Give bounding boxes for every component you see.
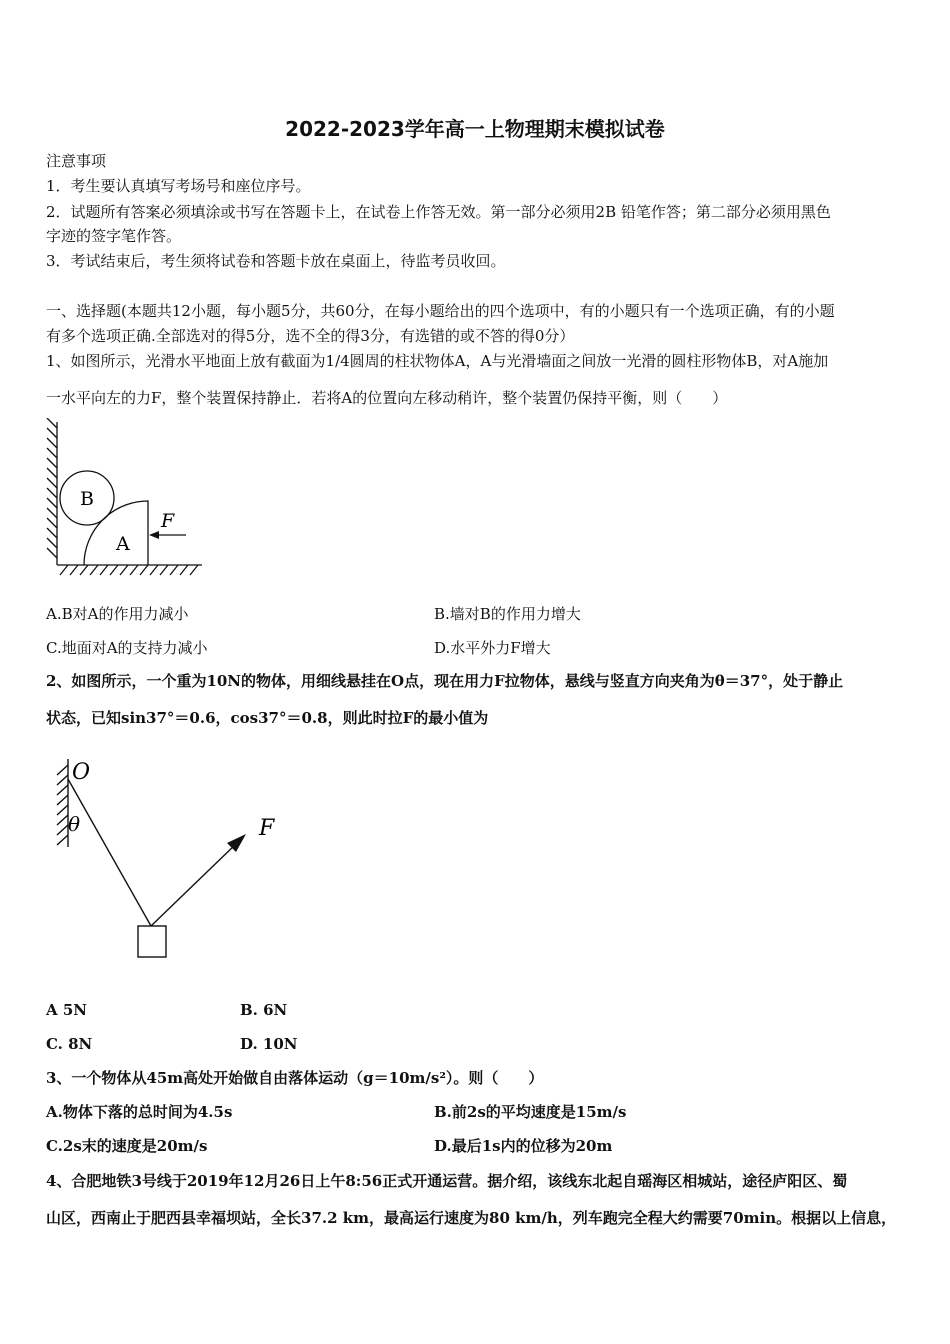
label-f: F bbox=[259, 816, 275, 841]
question-1-text: 一水平向左的力F，整个装置保持静止．若将A的位置向左移动稍许，整个装置仍保持平衡，则（ ） bbox=[46, 389, 728, 407]
question-4-text: 4、合肥地铁3号线于2019年12月26日上午8:56正式开通运营。据介绍，该线东北起自瑶海区相城站，途径庐阳区、蜀 bbox=[46, 1172, 848, 1190]
q3-option-d: D.最后1s内的位移为20m bbox=[434, 1137, 613, 1155]
q3-option-c: C.2s末的速度是20m/s bbox=[46, 1137, 208, 1155]
question-2-text: 2、如图所示，一个重为10N的物体，用细线悬挂在O点，现在用力F拉物体，悬线与竖直方向夹角为θ＝37°，处于静止 bbox=[46, 672, 844, 690]
label-f: F bbox=[161, 510, 175, 532]
notice-item: 字迹的签字笔作答。 bbox=[46, 227, 182, 245]
question-2-figure bbox=[50, 755, 290, 965]
q2-option-a: A 5N bbox=[46, 1001, 88, 1019]
question-1-figure bbox=[40, 418, 210, 580]
q1-option-c: C.地面对A的支持力减小 bbox=[46, 639, 208, 657]
q1-option-a: A.B对A的作用力减小 bbox=[46, 605, 189, 623]
notice-heading: 注意事项 bbox=[46, 152, 107, 170]
notice-item: 2．试题所有答案必须填涂或书写在答题卡上，在试卷上作答无效。第一部分必须用2B 铅笔作答；第二部分必须用黑色 bbox=[46, 203, 831, 221]
label-b: B bbox=[80, 488, 94, 510]
section-instructions: 一、选择题(本题共12小题，每小题5分，共60分，在每小题给出的四个选项中，有的小题只有一个选项正确，有的小题 bbox=[46, 302, 835, 320]
q2-option-d: D. 10N bbox=[240, 1035, 298, 1053]
q2-option-b: B. 6N bbox=[240, 1001, 288, 1019]
section-instructions: 有多个选项正确.全部选对的得5分，选不全的得3分，有选错的或不答的得0分） bbox=[46, 327, 575, 345]
label-theta: θ bbox=[68, 812, 81, 836]
q1-option-d: D.水平外力F增大 bbox=[434, 639, 551, 657]
question-3-text: 3、一个物体从45m高处开始做自由落体运动（g＝10m/s²）。则（ ） bbox=[46, 1069, 544, 1087]
q3-option-b: B.前2s的平均速度是15m/s bbox=[434, 1103, 627, 1121]
notice-item: 3．考试结束后，考生须将试卷和答题卡放在桌面上，待监考员收回。 bbox=[46, 252, 506, 270]
notice-item: 1．考生要认真填写考场号和座位序号。 bbox=[46, 177, 311, 195]
question-1-text: 1、如图所示，光滑水平地面上放有截面为1/4圆周的柱状物体A，A与光滑墙面之间放一光滑的圆柱形物体B，对A施加 bbox=[46, 352, 829, 370]
q1-option-b: B.墙对B的作用力增大 bbox=[434, 605, 581, 623]
question-2-text: 状态，已知sin37°＝0.6，cos37°＝0.8，则此时拉F的最小值为 bbox=[46, 709, 489, 727]
q3-option-a: A.物体下落的总时间为4.5s bbox=[46, 1103, 233, 1121]
label-o: O bbox=[72, 760, 91, 785]
page-title: 2022-2023学年高一上物理期末模拟试卷 bbox=[285, 117, 665, 141]
question-4-text: 山区，西南止于肥西县幸福坝站，全长37.2 km，最高运行速度为80 km/h，列车跑完全程大约需要70min。根据以上信息， bbox=[46, 1209, 897, 1227]
q2-option-c: C. 8N bbox=[46, 1035, 93, 1053]
label-a: A bbox=[116, 533, 130, 555]
